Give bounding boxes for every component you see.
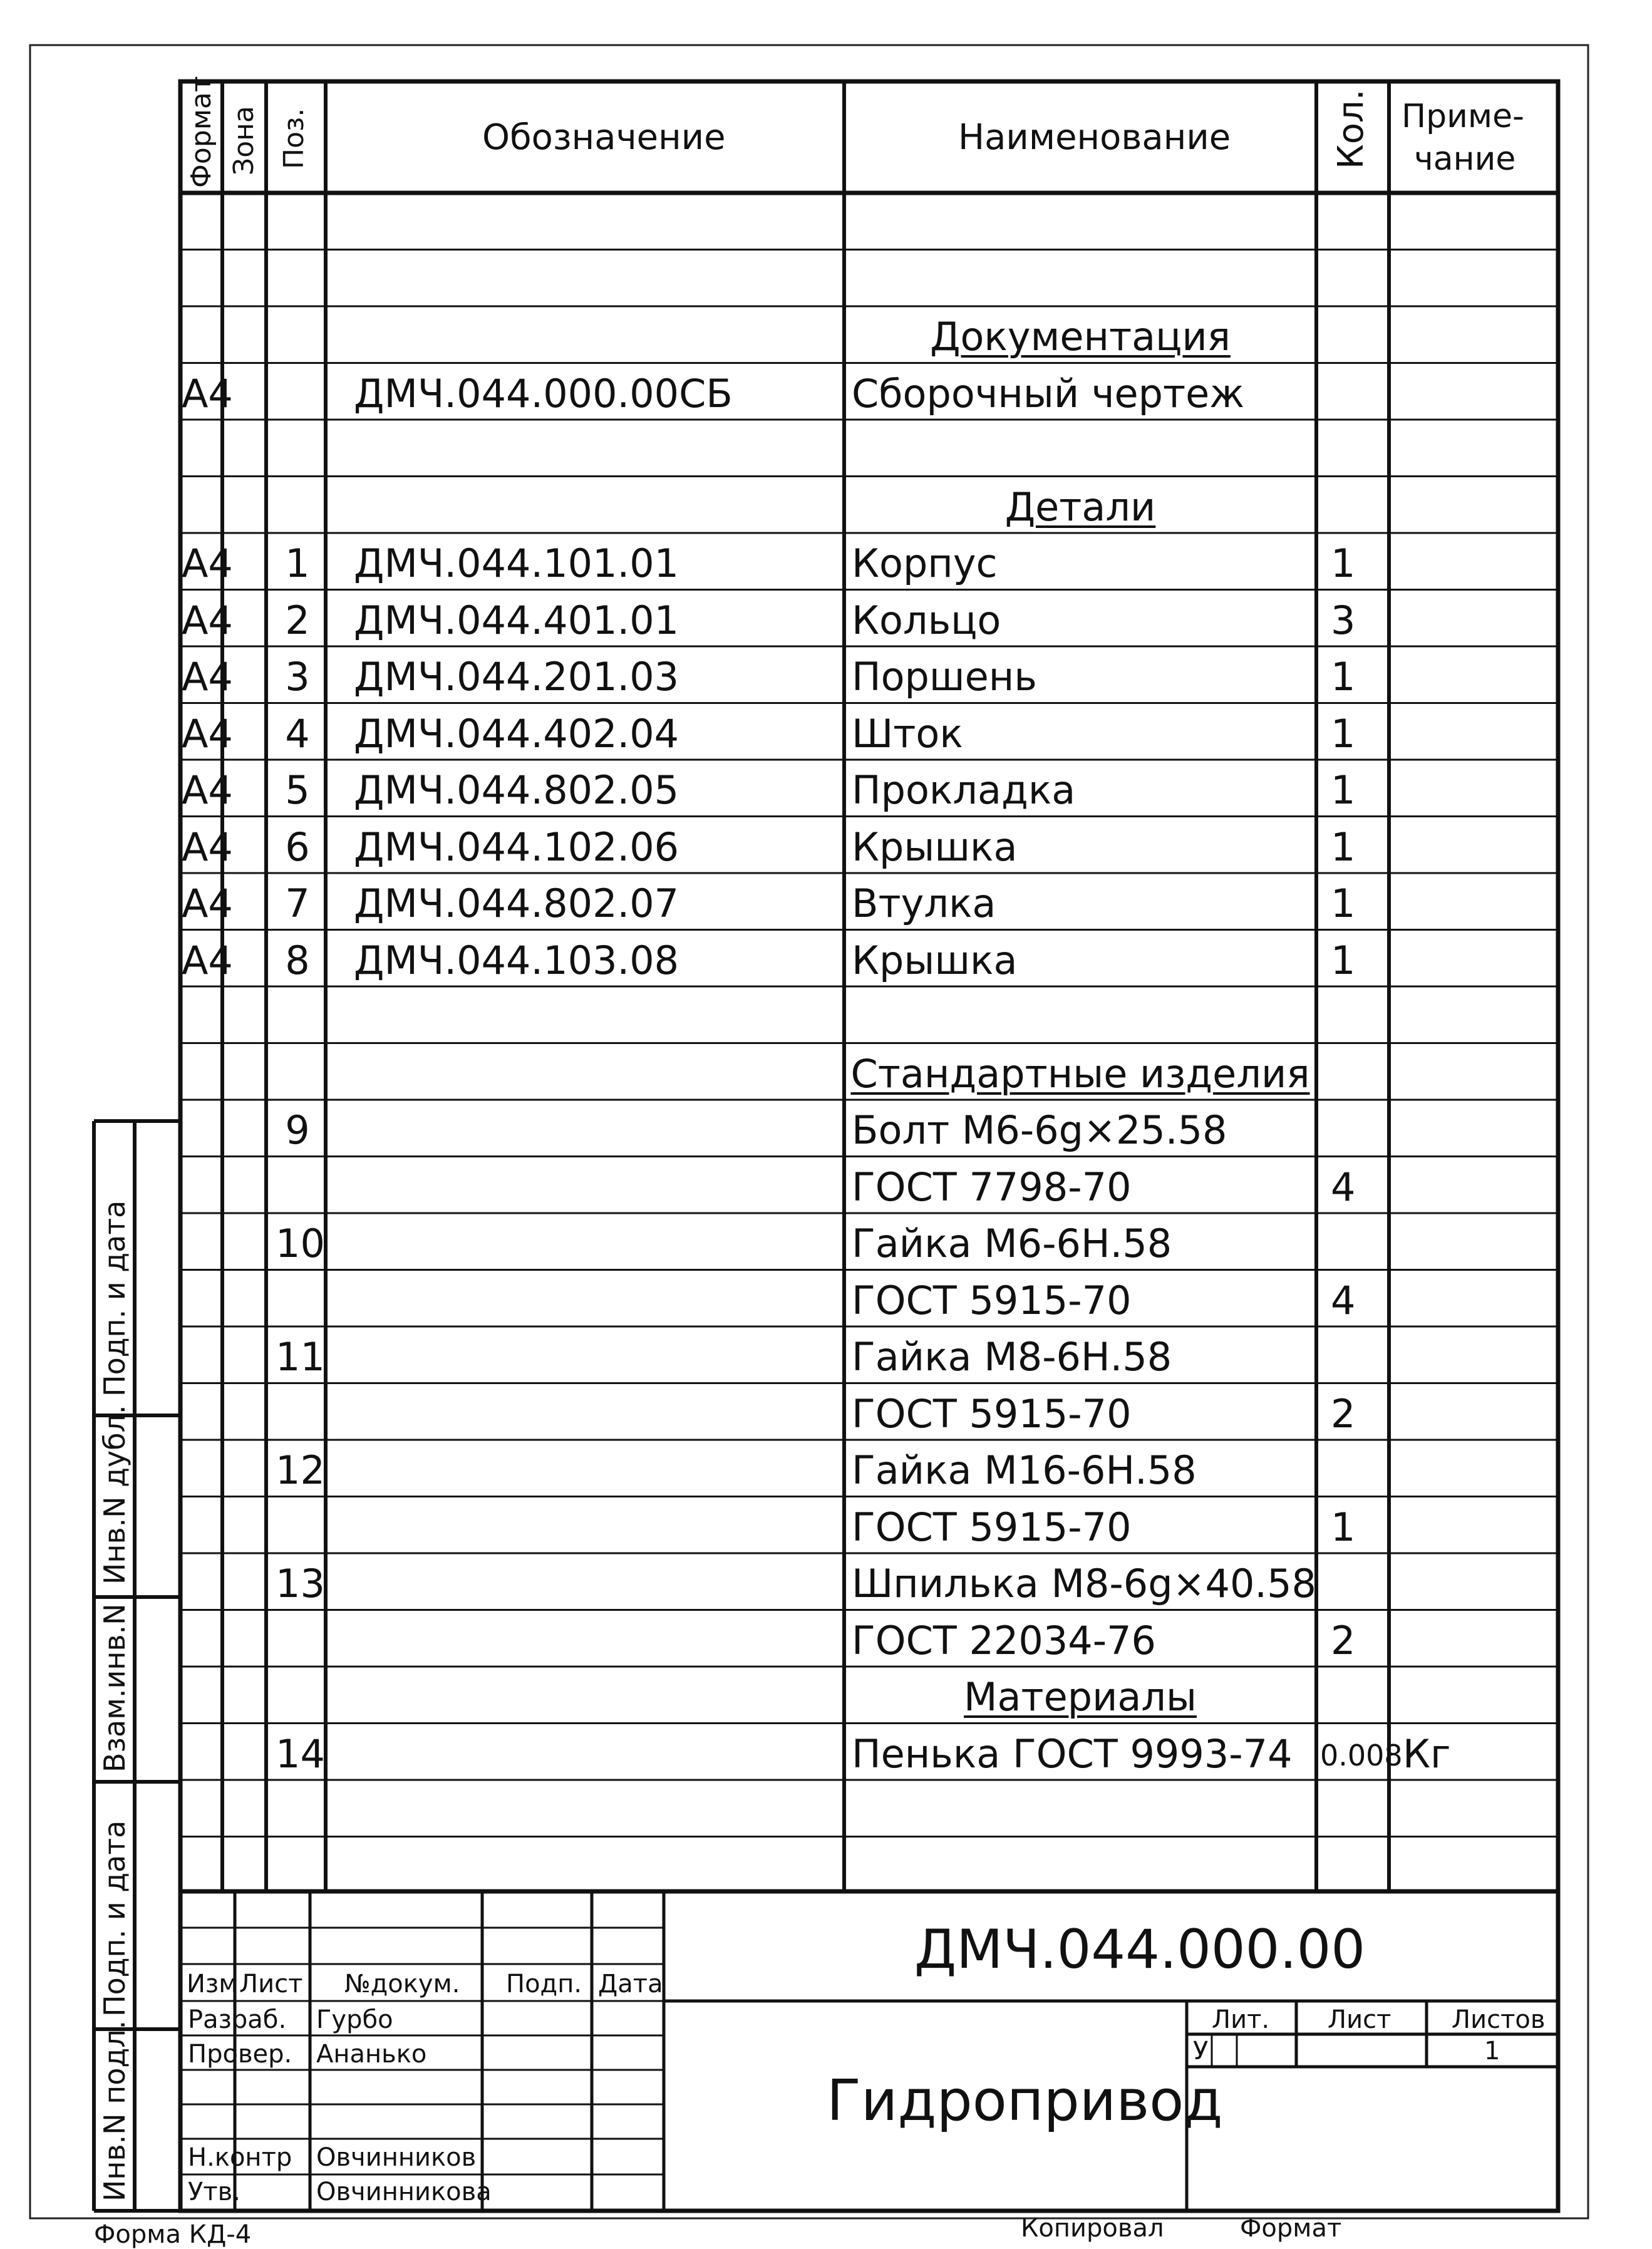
tb-izm: Изм	[187, 1970, 238, 1998]
row-format: А4	[182, 881, 233, 926]
header-qty: Кол.	[1331, 89, 1371, 169]
row-name: ГОСТ 5915-70	[852, 1390, 1132, 1437]
row-pos: 11	[276, 1334, 325, 1380]
row-format: А4	[182, 654, 233, 700]
row-designation: ДМЧ.044.802.05	[354, 767, 679, 813]
row-pos: 4	[285, 710, 310, 757]
row-pos: 2	[285, 597, 310, 643]
tb-nkontr-name: Овчинников	[316, 2143, 477, 2172]
tb-razrab: Разраб.	[188, 2005, 287, 2034]
row-name: Гайка М6-6Н.58	[852, 1221, 1172, 1266]
row-pos: 12	[276, 1447, 325, 1493]
tb-list: Лист	[239, 1970, 303, 1998]
row-name: Кольцо	[852, 597, 1001, 643]
header-designation: Обозначение	[482, 117, 726, 158]
row-qty: 0.008	[1320, 1738, 1403, 1772]
row-name: Гайка М8-6Н.58	[852, 1334, 1172, 1380]
row-name: Шток	[852, 710, 963, 757]
row-pos: 9	[285, 1107, 310, 1153]
row-format: А4	[182, 370, 233, 416]
tb-listov: Листов	[1452, 2005, 1546, 2034]
tb-podp: Подп.	[506, 1970, 582, 1998]
row-pos: 13	[276, 1561, 325, 1606]
row-qty: 4	[1331, 1164, 1356, 1210]
row-qty: 1	[1331, 767, 1356, 813]
doc-code: ДМЧ.044.000.00	[914, 1918, 1366, 1981]
row-qty: 1	[1331, 937, 1356, 983]
row-name: Крышка	[852, 824, 1018, 870]
row-designation: ДМЧ.044.802.07	[354, 881, 679, 926]
row-name: Сборочный чертеж	[852, 370, 1245, 416]
row-qty: 1	[1331, 710, 1356, 757]
row-pos: 6	[285, 824, 310, 870]
row-name: Корпус	[852, 540, 998, 586]
row-format: А4	[182, 597, 233, 643]
row-section-heading: Документация	[930, 314, 1231, 359]
row-designation: ДМЧ.044.101.01	[354, 540, 679, 586]
side-podp-data-1: Подп. и дата	[98, 1200, 132, 1397]
row-name: Поршень	[852, 654, 1037, 700]
footer-forma: Форма КД-4	[94, 2220, 252, 2249]
row-name: ГОСТ 7798-70	[852, 1164, 1132, 1210]
tb-utv: Утв.	[188, 2178, 240, 2206]
row-name: ГОСТ 5915-70	[852, 1277, 1132, 1323]
row-qty: 1	[1331, 824, 1356, 870]
header-pos: Поз.	[278, 108, 310, 169]
side-podp-data-2: Подп. и дата	[98, 1820, 132, 2017]
header-note-2: чание	[1414, 140, 1516, 178]
row-designation: ДМЧ.044.000.00СБ	[354, 370, 733, 416]
header-note-1: Приме-	[1402, 98, 1524, 135]
row-qty: 1	[1331, 540, 1356, 586]
tb-data: Дата	[598, 1970, 663, 1998]
doc-title: Гидропривод	[827, 2068, 1223, 2134]
row-qty: 4	[1331, 1277, 1356, 1323]
row-pos: 1	[285, 540, 310, 586]
row-qty: 1	[1331, 881, 1356, 926]
row-pos: 14	[276, 1730, 325, 1777]
row-name: Шпилька М8-6g×40.58	[852, 1561, 1317, 1606]
row-qty: 3	[1331, 597, 1356, 643]
tb-utv-name: Овчинникова	[316, 2178, 492, 2206]
row-name: Гайка М16-6Н.58	[852, 1447, 1197, 1493]
side-inv-podl: Инв.N подл.	[98, 2020, 132, 2201]
header-name: Наименование	[958, 117, 1231, 158]
row-section-heading: Детали	[1004, 483, 1156, 530]
side-inv-dubl: Инв.N дубл.	[98, 1405, 132, 1585]
row-designation: ДМЧ.044.102.06	[354, 824, 679, 870]
row-section-heading: Материалы	[964, 1674, 1197, 1720]
row-name: Пенька ГОСТ 9993-74	[852, 1730, 1293, 1777]
row-designation: ДМЧ.044.401.01	[354, 597, 679, 643]
row-pos: 7	[285, 881, 310, 926]
row-name: ГОСТ 5915-70	[852, 1504, 1132, 1550]
row-pos: 8	[285, 937, 310, 983]
tb-list2: Лист	[1328, 2005, 1391, 2034]
tb-prover-name: Ананько	[316, 2040, 427, 2069]
row-note: Кг	[1403, 1730, 1451, 1777]
row-format: А4	[182, 767, 233, 813]
footer-format: Формат	[1240, 2214, 1342, 2243]
tb-lit-value: У	[1193, 2037, 1209, 2065]
tb-ndokum: №докум.	[344, 1970, 460, 1998]
row-qty: 2	[1331, 1617, 1356, 1663]
row-name: ГОСТ 22034-76	[852, 1617, 1156, 1663]
tb-razrab-name: Гурбо	[316, 2005, 393, 2034]
tb-listov-value: 1	[1484, 2037, 1500, 2065]
row-pos: 10	[276, 1221, 325, 1266]
row-qty: 2	[1331, 1390, 1356, 1437]
tb-nkontr: Н.контр	[188, 2143, 292, 2172]
row-pos: 3	[285, 654, 310, 700]
row-qty: 1	[1331, 654, 1356, 700]
side-vzam-inv: Взам.инв.N	[98, 1603, 132, 1772]
tb-lit: Лит.	[1212, 2005, 1270, 2034]
row-format: А4	[182, 710, 233, 757]
row-format: А4	[182, 937, 233, 983]
header-format: Формат	[185, 76, 217, 188]
row-qty: 1	[1331, 1504, 1356, 1550]
row-format: А4	[182, 540, 233, 586]
row-designation: ДМЧ.044.201.03	[354, 654, 679, 700]
row-section-heading: Стандартные изделия	[850, 1050, 1310, 1097]
row-designation: ДМЧ.044.402.04	[354, 710, 679, 757]
row-pos: 5	[285, 767, 310, 813]
row-format: А4	[182, 824, 233, 870]
tb-prover: Провер.	[188, 2040, 292, 2069]
row-name: Прокладка	[852, 767, 1076, 813]
row-name: Болт М6-6g×25.58	[852, 1107, 1227, 1153]
header-zone: Зона	[228, 106, 260, 175]
footer-kopiroval: Копировал	[1021, 2214, 1164, 2243]
row-name: Втулка	[852, 881, 996, 926]
row-designation: ДМЧ.044.103.08	[354, 937, 679, 983]
row-name: Крышка	[852, 937, 1018, 983]
